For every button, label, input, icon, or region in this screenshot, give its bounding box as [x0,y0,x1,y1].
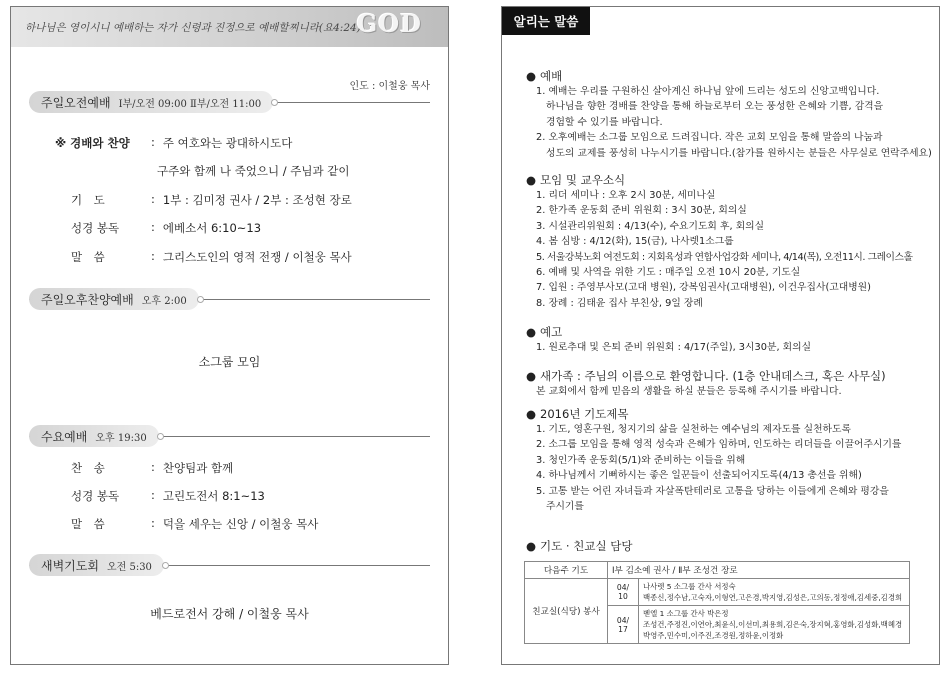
row-label: 성경 봉독 [71,489,120,503]
line: 5. 서울강북노회 여전도회 : 지회육성과 연합사업강화 세미나, 4/14(목), 오전11시. 그레이스홀 [536,251,913,263]
row-label: 찬 송 [71,461,105,475]
row-label: ※ 경배와 찬양 [55,136,130,150]
line: 1. 리더 세미나 : 오후 2시 30분, 세미나실 [536,190,716,201]
row-value: 고린도전서 8:1~13 [162,489,265,503]
section-time: 오후 2:00 [141,295,187,307]
afternoon-content: 소그룹 모임 [198,355,261,369]
row-value: 구주와 함께 나 죽었으니 / 주님과 같이 [157,164,350,178]
table-row [525,562,910,579]
section-label [29,288,199,310]
order-row: 말 씀 : 덕을 세우는 신앙 / 이철웅 목사 [71,516,319,531]
line: 본 교회에서 함께 믿음의 생활을 하실 분들은 등록해 주시기를 바랍니다. [536,386,842,397]
header-banner [11,7,448,47]
section-wednesday [29,425,430,447]
block-notice [526,325,927,355]
block-meetings [526,173,927,311]
block-worship [526,69,932,161]
row-value: 에베소서 6:10~13 [162,221,262,235]
order-row: 성경 봉독 : 에베소서 6:10~13 [71,220,262,235]
god-logo: GOD [356,9,422,38]
line: 3. 청인가족 운동회(5/1)와 준비하는 이들을 위해 [536,454,746,466]
row-value: 찬양팀과 함께 [162,461,234,475]
worship-leader: 인도 : 이철웅 목사 [349,81,430,92]
announcements-page [501,6,940,665]
line: 1. 예배는 우리를 구원하신 살아계신 하나님 앞에 드리는 성도의 신앙고백입니다. [536,86,880,97]
dot-icon [162,562,169,569]
banner-verse: 하나님은 영이시니 예배하는 자가 신령과 진정으로 예배할찌니라(요4:24) [25,22,361,34]
section-label [29,91,273,113]
bullet-icon: ● [526,407,537,421]
block-heading: ● 새가족 : 주님의 이름으로 환영합니다. (1층 안내데스크, 혹은 사무실) [526,369,886,383]
table-cell: 04/ 17 [608,606,639,644]
dot-icon [157,433,164,440]
line: 4. 하나님께서 기뻐하시는 좋은 일꾼들이 선출되어지도록(4/13 총선을 위해) [536,470,862,482]
block-duty [526,539,927,554]
bullet-icon: ● [526,173,537,187]
section-name: 주일오후찬양예배 [41,292,134,307]
section-name: 주일오전예배 [41,95,111,110]
dawn-content: 베드로전서 강해 / 이철웅 목사 [150,607,309,621]
block-heading: ● 2016년 기도제목 [526,407,629,421]
section-name: 수요예배 [41,429,88,444]
table-cell: 친교실(식당) 봉사 [525,579,608,644]
line: 하나님을 향한 경배를 찬양을 통해 하늘로부터 오는 풍성한 은혜와 기쁨, 감격을 [546,101,884,113]
table-cell: 다음주 기도 [525,562,608,579]
section-sunday-afternoon [29,288,430,310]
duty-line: 백종신,정수남,고숙자,이형연,고은경,박지영,김성은,고의동,정정애,김세중,김경희 [643,593,903,602]
row-label: 성경 봉독 [71,221,120,235]
table-cell [639,606,910,644]
line: 5. 고통 받는 어린 자녀들과 자살폭탄테러로 고통을 당하는 이들에게 은혜와 평강을 [536,485,889,497]
table-cell [639,579,910,606]
bullet-icon: ● [526,369,537,383]
order-row: 말 씀 : 그리스도인의 영적 전쟁 / 이철웅 목사 [71,249,352,264]
table-cell: Ⅰ부 김소예 권사 / Ⅱ부 조성건 장로 [608,562,910,579]
duty-line: 조성건,주정진,이연아,최윤식,이선미,최용희,김은숙,장지혁,홍영화,김성화,백혜경 [643,620,903,629]
duty-line: 벧엘 1 소그룹 간사 박은정 [643,609,729,618]
line: 주시기를 [546,501,584,513]
section-dawn-prayer [29,554,430,576]
bullet-icon: ● [526,539,537,553]
order-row: ※ 경배와 찬양 : 주 여호와는 광대하시도다 [55,135,293,150]
section-name: 새벽기도회 [41,558,99,573]
row-label: 말 씀 [71,517,105,531]
dot-icon [271,99,278,106]
order-row: 성경 봉독 : 고린도전서 8:1~13 [71,488,265,503]
block-heading: ● 예고 [526,325,563,339]
line: 7. 입원 : 주영부사모(고대 병원), 강복임권사(고대병원), 이건우집사(고대병원) [536,282,871,294]
line: 3. 시설관리위원회 : 4/13(수), 수요기도회 후, 회의실 [536,220,765,232]
duty-line: 나사렛 5 소그룹 간사 서정숙 [643,582,736,591]
line: 1. 기도, 영혼구원, 청지기의 삶을 실천하는 예수님의 제자도를 실천하도록 [536,424,851,435]
line: 6. 예배 및 사역을 위한 기도 : 매주일 오전 10시 20분, 기도실 [536,267,801,279]
row-value: 덕을 세우는 신앙 / 이철웅 목사 [162,517,319,531]
section-label [29,554,164,576]
duty-table [524,561,910,644]
block-heading: ● 예배 [526,69,563,83]
row-label: 말 씀 [71,250,105,264]
table-row [525,579,910,606]
line: 2. 소그룹 모임을 통해 영적 성숙과 은혜가 임하며, 인도하는 리더들을 이끌어주시기를 [536,439,902,451]
line: 4. 봄 심방 : 4/12(화), 15(금), 나사렛1소그룹 [536,236,734,248]
row-value: 1부 : 김미정 권사 / 2부 : 조성현 장로 [162,193,352,207]
line: 2. 오후예배는 소그룹 모임으로 드려집니다. 작은 교회 모임을 통해 말씀의 나눔과 [536,132,883,144]
block-prayer-topics [526,407,927,514]
section-time: 오후 19:30 [95,432,147,444]
line: 경험할 수 있기를 바랍니다. [546,116,663,128]
table-cell: 04/ 10 [608,579,639,606]
bullet-icon: ● [526,325,537,339]
duty-line: 박영주,민수미,이주진,조경원,정하윤,이정화 [643,631,784,640]
line: 8. 장례 : 김태윤 집사 부친상, 9일 장례 [536,297,703,309]
block-newcomer [526,369,927,399]
line: 성도의 교제를 풍성히 나누시기를 바랍니다.(참가를 원하시는 분들은 사무실로 연락주세요) [546,147,932,159]
order-of-worship-page [10,6,449,665]
section-sunday-morning [29,91,430,113]
row-label: 기 도 [71,193,105,207]
section-time: Ⅰ부/오전 09:00 Ⅱ부/오전 11:00 [118,98,262,110]
row-value: 주 여호와는 광대하시도다 [162,136,293,150]
bullet-icon: ● [526,69,537,83]
order-row: 찬 송 : 찬양팀과 함께 [71,460,234,475]
section-label [29,425,159,447]
row-value: 그리스도인의 영적 전쟁 / 이철웅 목사 [162,250,352,264]
order-row: 기 도 : 1부 : 김미정 권사 / 2부 : 조성현 장로 [71,192,352,207]
order-row [157,163,349,179]
page-title: 알리는 말씀 [502,7,590,35]
dot-icon [197,296,204,303]
block-heading: ● 기도 · 친교실 담당 [526,539,633,553]
section-time: 오전 5:30 [106,561,152,573]
block-heading: ● 모임 및 교우소식 [526,173,626,187]
line: 2. 한가족 운동회 준비 위원회 : 3시 30분, 회의실 [536,205,747,217]
line: 1. 원로추대 및 은퇴 준비 위원회 : 4/17(주일), 3시30분, 회의실 [536,342,812,353]
